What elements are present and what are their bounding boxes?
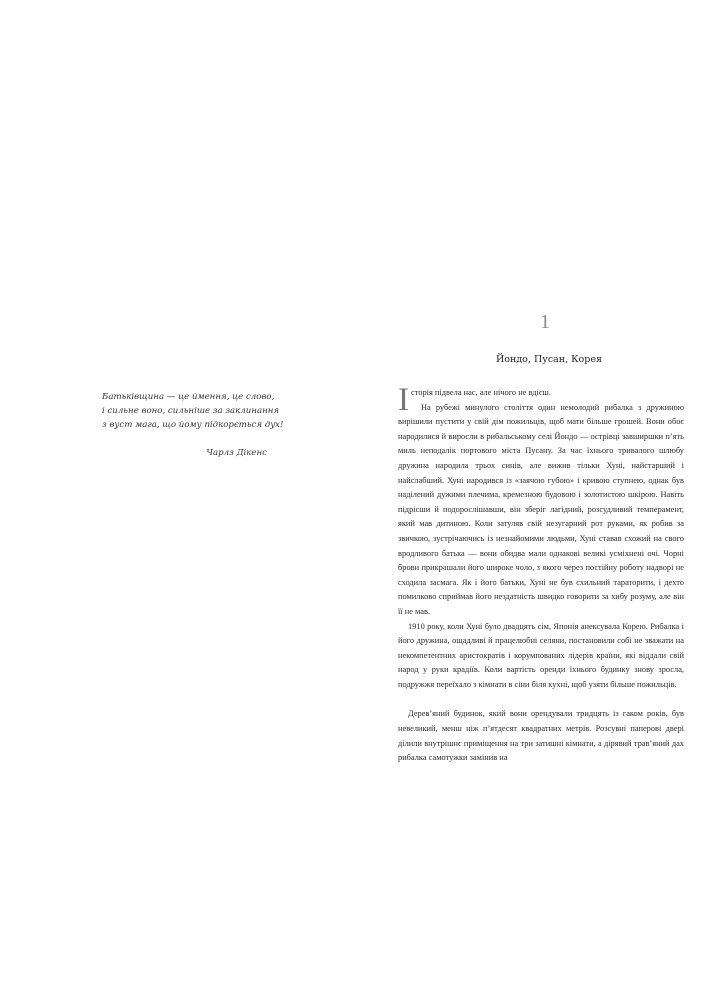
opening-line-text: сторія підвела нас, але нічого не вдієш.	[411, 388, 551, 397]
epigraph-line: Батьківщина — це ймення, це слово,	[102, 392, 275, 402]
chapter-body	[398, 382, 684, 766]
chapter-place-heading: Йондо, Пусан, Корея	[496, 354, 602, 365]
epigraph	[102, 390, 284, 460]
chapter-number: 1	[540, 311, 550, 333]
paragraph: На рубежі минулого століття один немолодий рибалка з дружиною вирішили пустити у свій дім пожильців, щоб мати більше грошей. Вони обоє народилися й виросли в рибальському селі Йондо — острівці завширшки п’ять миль неподалік портового міста Пусану. За час їхнього тривалого шлюбу дружина народила трьох синів, але вижив тільки Хуні, найстарший і найслабший. Хуні народився із «заячою губою» і кривою ступнею, однак був наділений дужими плечима, кремезною будовою і золотистою шкірою. Навіть підрісши й подорослішавши, він зберіг лагідний, розсудливий темперамент, який мав дитиною. Коли затуляв свій незугарний рот руками, як робив за звичкою, зустрічаючись із незнайомими людьми, Хуні ставав схожий на свого вродливого батька — вони обидва мали однакові великі усміхнені очі. Чорні брови прикрашали його широке чоло, з якого через постійну роботу надворі не сходила засмага. Як і його батьки, Хуні не був схильний тараторити, і дехто помилково сприймав його нездатність швидко говорити за хибу розуму, але він її не мав.	[398, 402, 684, 616]
epigraph-author: Чарлз Дікенс	[206, 448, 267, 458]
epigraph-line: і сильне воно, сильніше за заклинання	[102, 406, 280, 416]
drop-cap: І	[398, 382, 409, 418]
opening-line	[398, 382, 684, 418]
paragraph: 1910 року, коли Хуні було двадцять сім, Японія анексувала Корею. Рибалка і його дружина, ощадливі й працелюбні селяни, постановили собі не зважати на некомпетентних аристократів і корумпованих лідерів країни, які віддали свій народ у руки крадіїв. Коли вартість оренди їхнього будинку знову зросла, подружжя переїхало з кімнати в сіни біля кухні, щоб узяти більше пожильців.	[398, 621, 684, 689]
paragraph: Дерев’яний будинок, який вони орендували тридцять із гаком років, був невеликий, менш ніж п’ятдесят квадратних метрів. Розсувні паперові двері ділили внутрішнє приміщення на три затишні кімнати, а дірявий трав’яний дах рибалка самотужки замінив на	[398, 709, 684, 763]
epigraph-line: з вуст мага, що йому підкорється дух!	[102, 420, 284, 430]
